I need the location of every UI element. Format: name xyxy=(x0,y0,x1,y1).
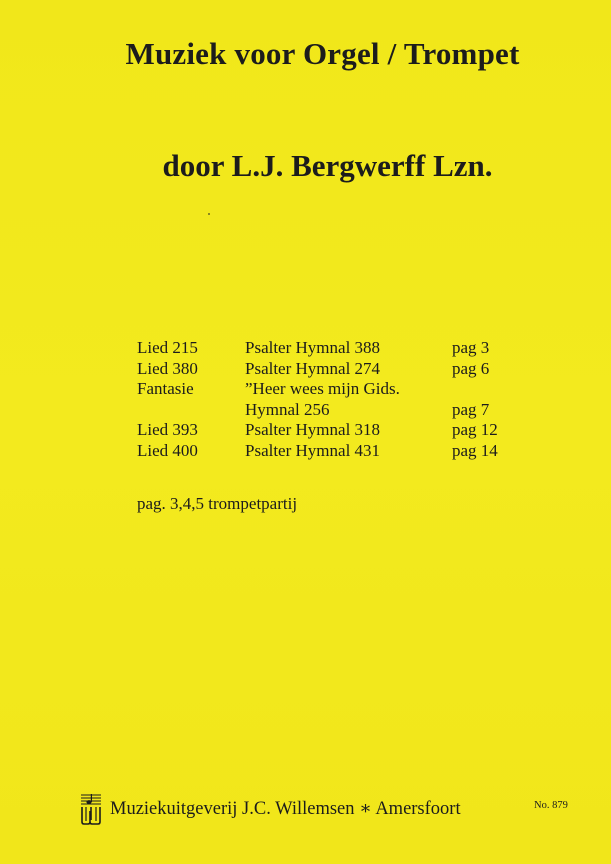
hymnal-reference: ”Heer wees mijn Gids. xyxy=(245,379,400,398)
page-reference: pag 12 xyxy=(452,420,498,439)
author-line: door L.J. Bergwerff Lzn. xyxy=(162,148,493,183)
hymnal-reference: Psalter Hymnal 431 xyxy=(245,440,381,460)
page-reference: pag 7 xyxy=(452,399,490,419)
hymnal-reference: Psalter Hymnal 318 xyxy=(245,420,381,439)
publisher-name: Muziekuitgeverij J.C. Willemsen ∗ Amersfoort xyxy=(110,799,461,819)
hymnal-reference: Psalter Hymnal 274 xyxy=(245,358,381,378)
page-title: Muziek voor Orgel / Trompet xyxy=(125,36,520,71)
piece-title: Lied 393 xyxy=(137,420,198,439)
catalog-number: No. 879 xyxy=(534,800,568,811)
piece-title: Lied 400 xyxy=(137,440,198,460)
piece-title: Fantasie xyxy=(137,379,194,398)
page-reference: pag 6 xyxy=(452,358,490,378)
piece-title: Lied 380 xyxy=(137,358,198,378)
trumpet-part-note: pag. 3,4,5 trompetpartij xyxy=(137,494,298,513)
publisher-logo-icon xyxy=(80,793,102,825)
paper-speck xyxy=(208,213,210,215)
page-reference: pag 14 xyxy=(452,440,498,460)
hymnal-reference: Hymnal 256 xyxy=(245,399,330,419)
publisher-footer xyxy=(80,792,461,826)
piece-title: Lied 215 xyxy=(137,338,198,357)
page-reference: pag 3 xyxy=(452,338,490,357)
hymnal-reference: Psalter Hymnal 388 xyxy=(245,338,381,357)
